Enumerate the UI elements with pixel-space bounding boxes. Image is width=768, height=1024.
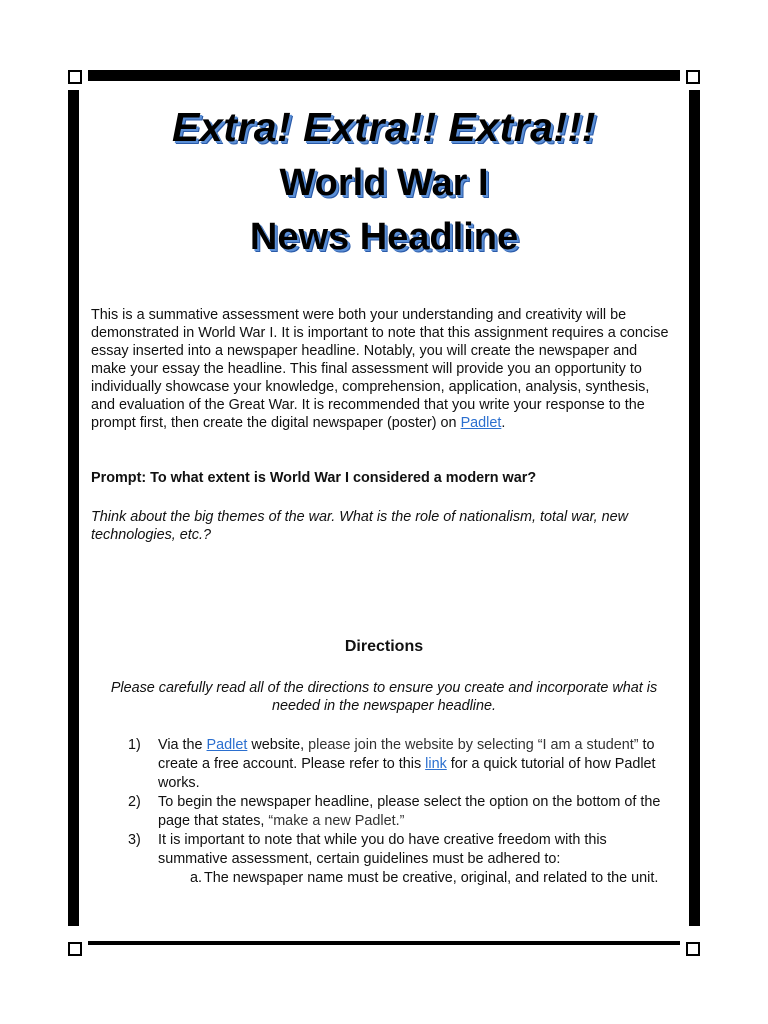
step-text: website, — [247, 737, 309, 753]
intro-paragraph — [91, 306, 671, 432]
sub-list — [158, 869, 668, 888]
step-text: It is important to note that while you do have creative freedom with this summative assessment, certain guidelines must be adhered to: — [158, 832, 607, 867]
directions-intro: Please carefully read all of the directions to ensure you create and incorporate what is needed in the newspaper headline. — [110, 680, 658, 714]
border-corner-top-left — [68, 70, 82, 84]
border-corner-bottom-right — [686, 942, 700, 956]
step-number: 3) — [128, 832, 141, 848]
list-item — [128, 831, 668, 888]
step-text: please join the website by selecting “I am a student” — [308, 737, 639, 753]
list-item — [128, 793, 668, 831]
step-text: To begin the newspaper headline, please select the option on the bottom of the page that states, — [158, 794, 661, 829]
sub-list-item — [190, 869, 668, 888]
padlet-link[interactable]: Padlet — [460, 415, 502, 431]
sub-step-letter: a. — [190, 870, 203, 886]
directions-list — [128, 736, 668, 888]
list-item — [128, 736, 668, 793]
step-text: to create a free account. Please refer to this — [158, 737, 655, 772]
prompt: Prompt: To what extent is World War I considered a modern war? — [91, 470, 537, 486]
border-corner-top-right — [686, 70, 700, 84]
tutorial-link[interactable]: link — [425, 756, 447, 772]
sub-step-text: The newspaper name must be creative, original, and related to the unit. — [204, 870, 659, 886]
headline-news: News Headline — [249, 216, 519, 258]
step-text: “make a new Padlet.” — [268, 813, 405, 829]
headline-world-war: World War I — [279, 162, 489, 204]
headline-extra: Extra! Extra!! Extra!!! — [172, 104, 596, 150]
step-number: 1) — [128, 737, 141, 753]
step-number: 2) — [128, 794, 141, 810]
intro-end: . — [501, 415, 506, 431]
step-text: Via the — [158, 737, 207, 753]
intro-text: This is a summative assessment were both your understanding and creativity will be demonstrated in World War I. It is important to note that this assignment requires a concise essay inserted into a newspaper headline. Notably, you will create the newspaper and make your essay the headline. This final assessment will provide you an opportunity to individually showcase your knowledge, comprehension, application, analysis, synthesis, and evaluation of the Great War. It is recommended that you write your response to the prompt first, then create the digital newspaper (poster) on — [91, 307, 669, 431]
think-note: Think about the big themes of the war. What is the role of nationalism, total war, new technologies, etc.? — [91, 509, 628, 543]
border-corner-bottom-left — [68, 942, 82, 956]
border-top — [88, 70, 680, 81]
directions-heading: Directions — [344, 638, 424, 655]
step-text: for a quick tutorial of how Padlet works. — [158, 756, 656, 791]
padlet-website-link[interactable]: Padlet — [206, 737, 248, 753]
